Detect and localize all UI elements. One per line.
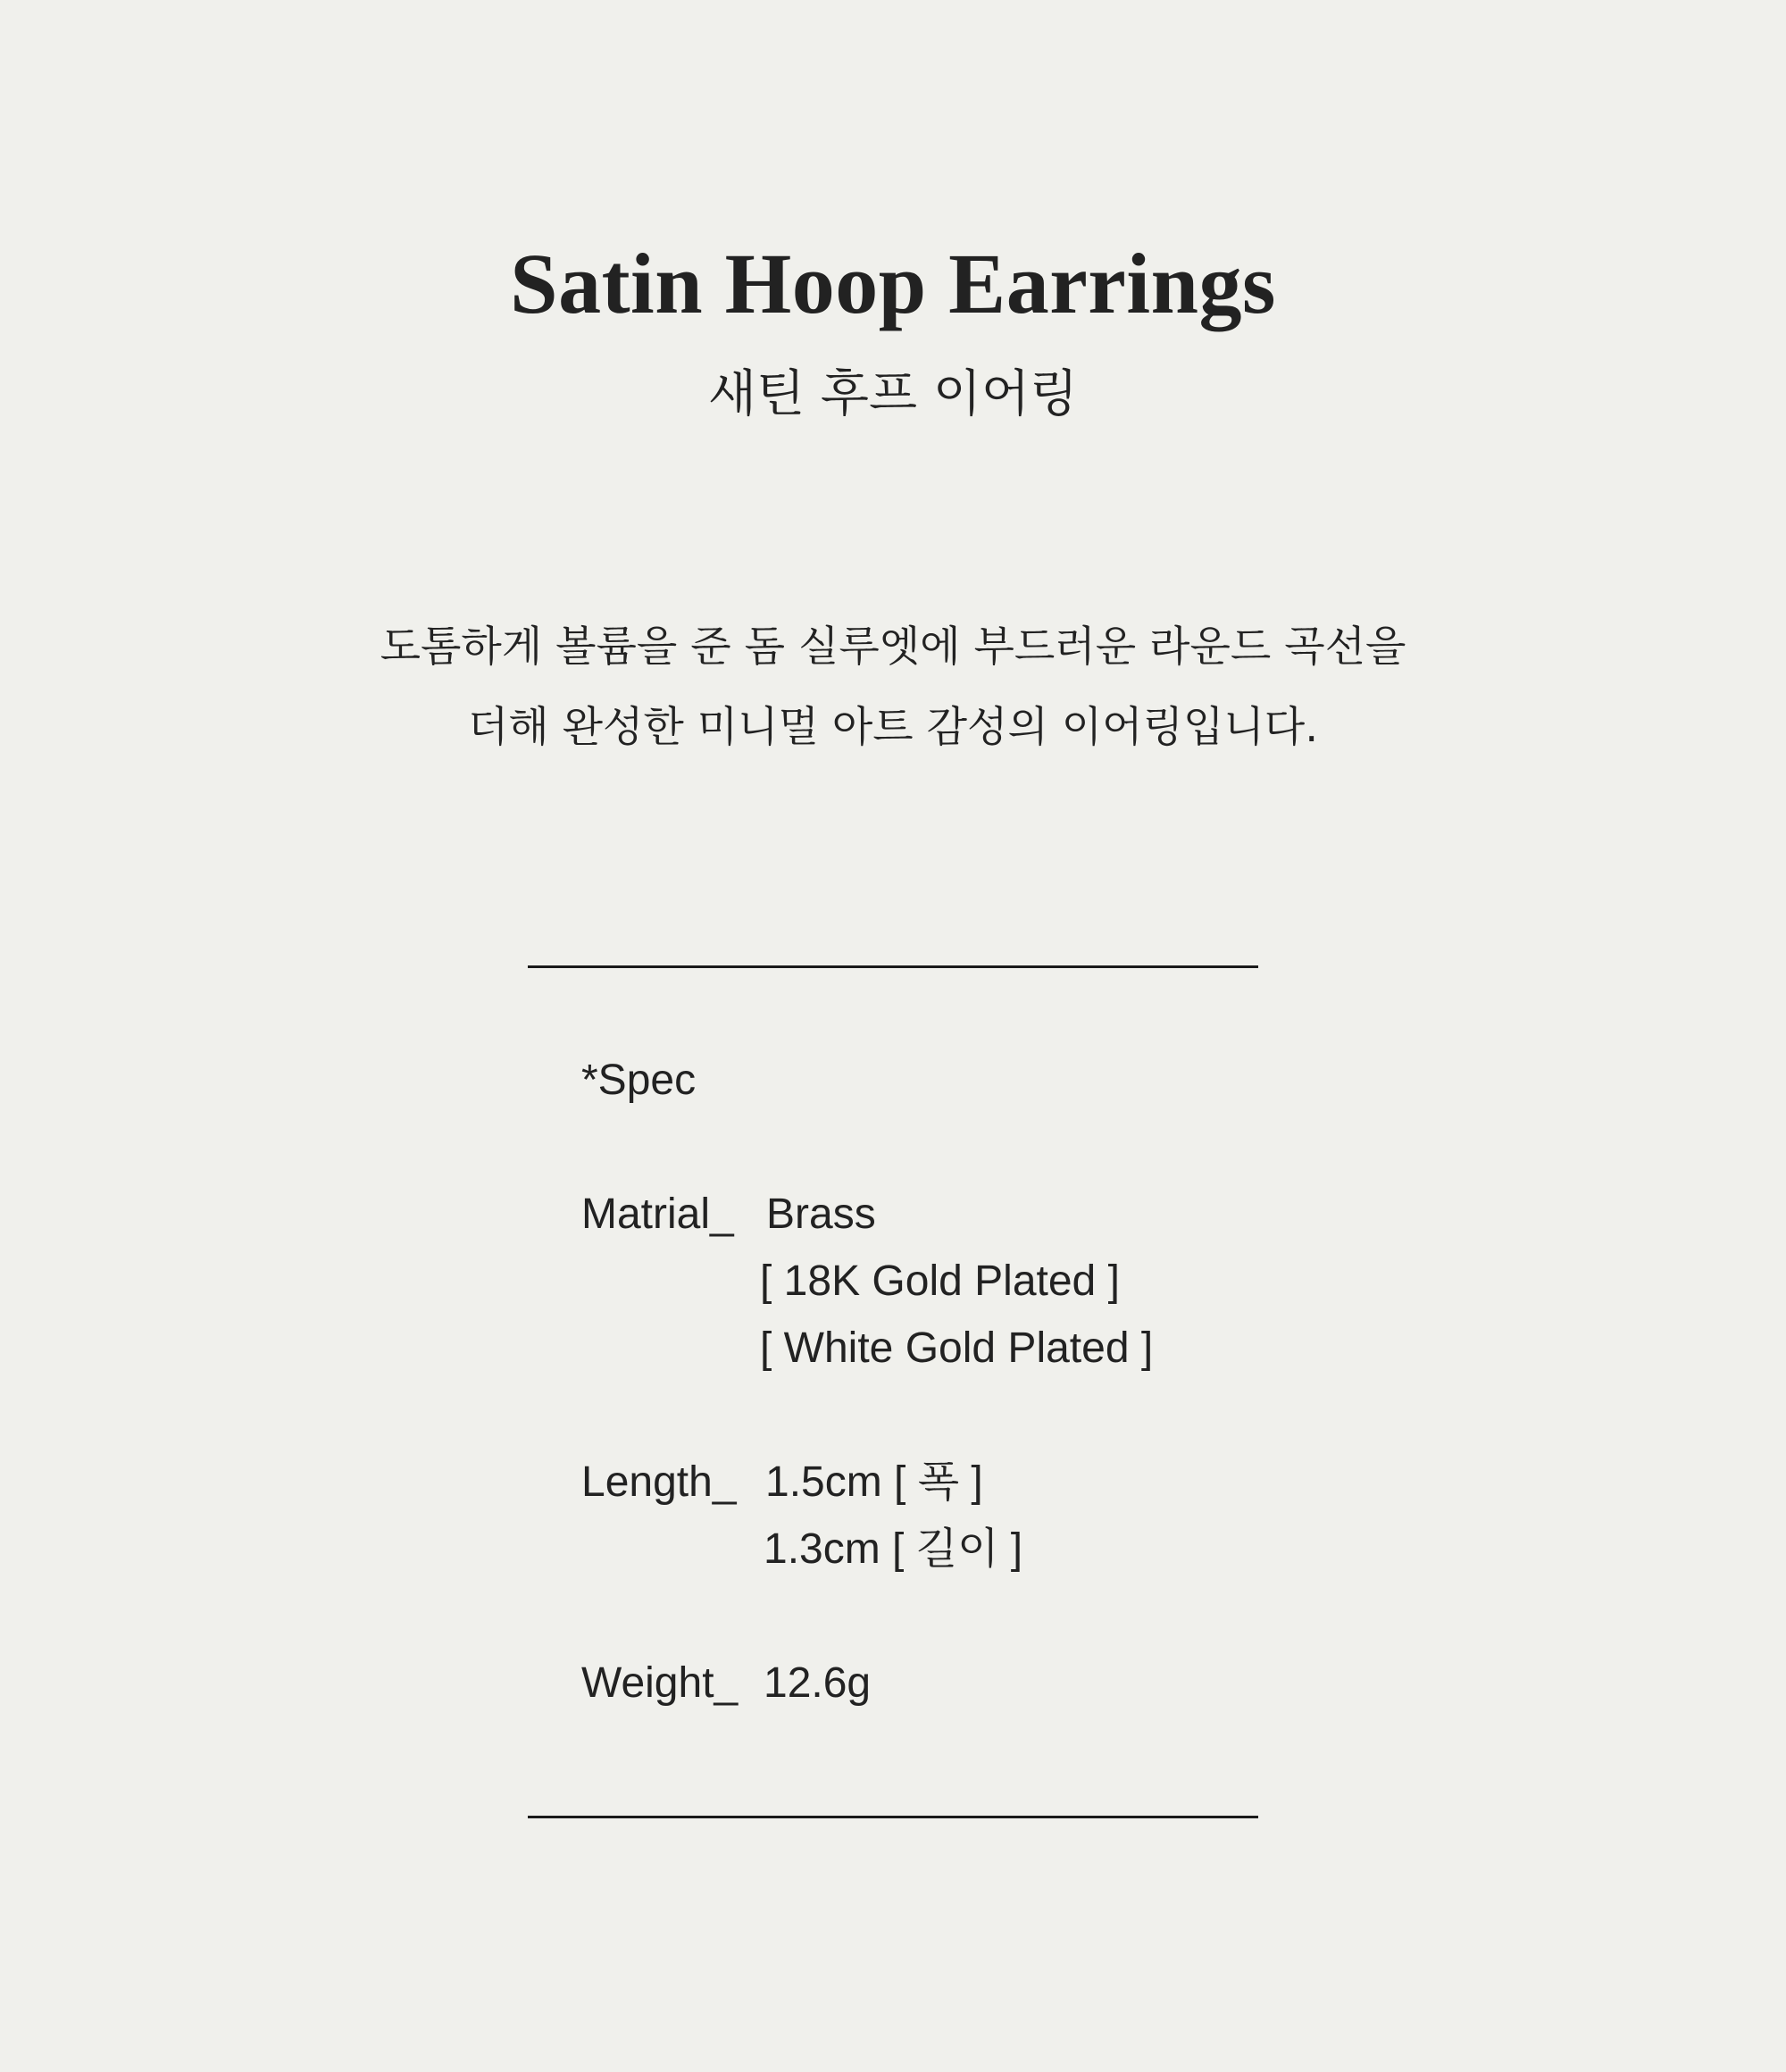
product-description	[0, 607, 1786, 768]
description-line: 도톰하게 볼륨을 준 돔 실루엣에 부드러운 라운드 곡선을	[380, 622, 1406, 672]
product-subtitle-korean: 새틴 후프 이어링	[707, 365, 1079, 423]
spec-heading: *Spec	[581, 1057, 697, 1104]
divider-top	[528, 965, 1258, 968]
spec-material-label: Matrial_	[581, 1191, 734, 1238]
spec-weight-value: 12.6g	[764, 1659, 872, 1707]
spec-length-label: Length_	[581, 1458, 737, 1506]
divider-bottom	[528, 1816, 1258, 1818]
spec-length-width: 1.5cm [ 폭 ]	[765, 1458, 983, 1506]
product-title: Satin Hoop Earrings	[510, 236, 1276, 331]
spec-material-option: [ White Gold Plated ]	[760, 1324, 1154, 1372]
description-line: 더해 완성한 미니멀 아트 감성의 이어링입니다.	[467, 703, 1319, 752]
spec-material-option: [ 18K Gold Plated ]	[760, 1257, 1120, 1305]
spec-length-height: 1.3cm [ 길이 ]	[764, 1525, 1023, 1573]
spec-weight-label: Weight_	[581, 1659, 739, 1707]
spec-material-value: Brass	[766, 1191, 876, 1238]
